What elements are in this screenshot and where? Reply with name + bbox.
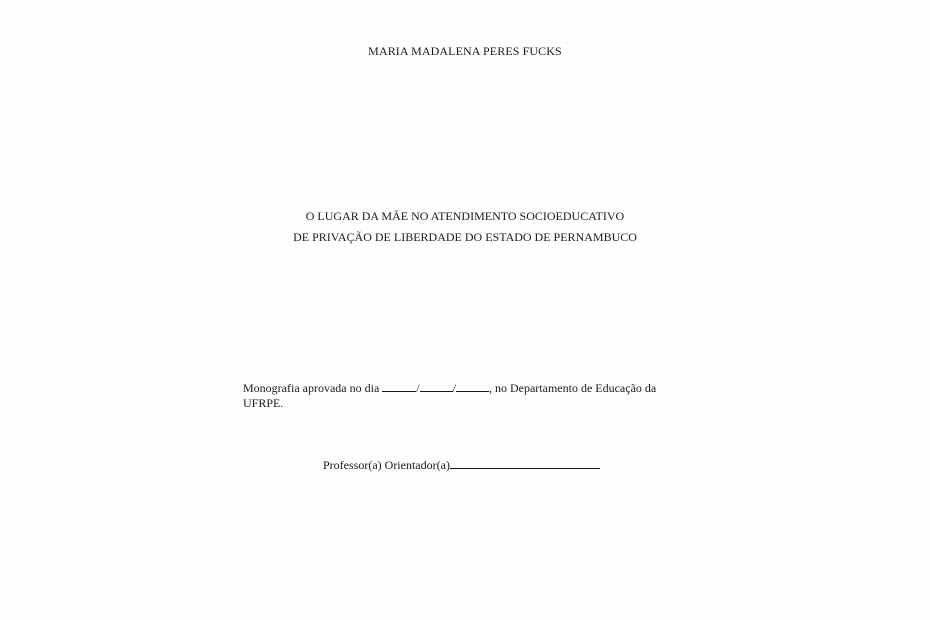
title-line-2: DE PRIVAÇÃO DE LIBERDADE DO ESTADO DE PERNAMBUCO	[293, 230, 637, 244]
monograph-title	[0, 206, 930, 248]
date-separator-1: /	[416, 381, 420, 395]
approval-month-blank	[420, 380, 453, 392]
approval-line-2: UFRPE.	[243, 396, 284, 410]
approval-line-1	[243, 380, 703, 396]
advisor-signature-line	[323, 457, 600, 473]
approval-prefix: Monografia aprovada no dia	[243, 381, 383, 395]
approval-suffix: , no Departamento de Educação da	[488, 381, 657, 395]
approval-day-blank	[382, 380, 416, 392]
title-line-1: O LUGAR DA MÃE NO ATENDIMENTO SOCIOEDUCATIVO	[305, 209, 625, 223]
approval-year-blank	[456, 380, 489, 392]
author-name: MARIA MADALENA PERES FUCKS	[368, 44, 562, 58]
date-separator-2: /	[452, 381, 456, 395]
advisor-signature-blank	[450, 457, 600, 469]
advisor-label: Professor(a) Orientador(a)	[323, 458, 450, 472]
approval-statement	[243, 380, 703, 411]
